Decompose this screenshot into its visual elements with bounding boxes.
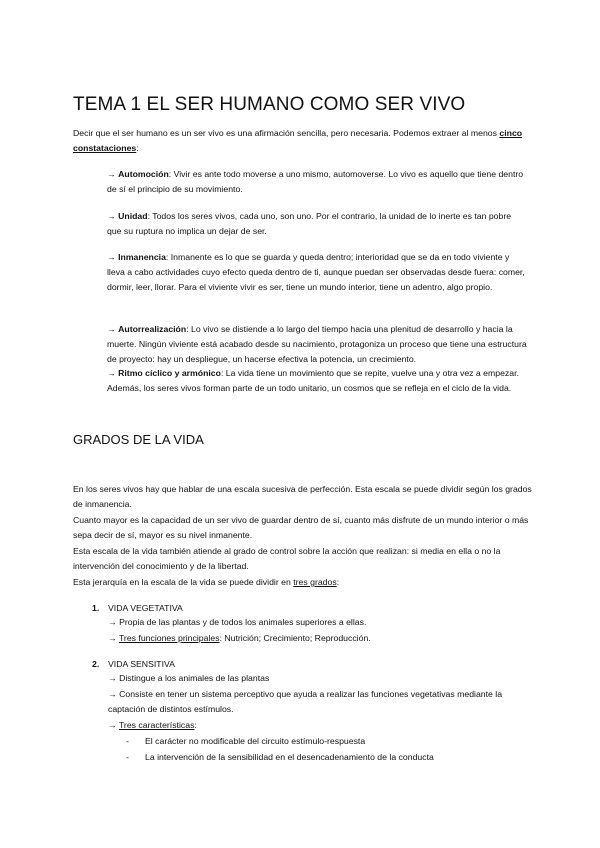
term: Inmanencia [118,252,166,262]
dash-item: La intervención de la sensibilidad en el desencadenamiento de la conducta [145,752,434,762]
term: Unidad [118,211,148,221]
definition: : La vida tiene un movimiento que se repite, vuelve una y otra vez a empezar. Además, los seres vivos forman parte de un todo unitario, un cosmos que se refleja en el ciclo de la vida. [107,368,519,393]
list-number: 2. [92,659,100,669]
term: Ritmo cíclico y armónico [118,368,221,378]
grados-paragraph-3: Esta escala de la vida también atiende al grado de control sobre la acción que realizan: si media en ella o no la intervención del conocimiento y de la libertad. [73,546,501,571]
sensitiva-line-2: → Consiste en tener un sistema perceptivo que ayuda a realizar las funciones vegetativas mediante la captación de distintos estímulos. [108,689,503,714]
arrow: → [108,720,119,730]
definition: : Lo vivo se distiende a lo largo del tiempo hacia una plenitud de desarrollo y hacia la muerte. Ningún viviente está acabado desde su nacimiento, protagoniza un proceso que tiene una estructura de proyecto: hay un despliegue, un hacerse efectiva la potencia, un crecimiento. [107,324,527,364]
arrow: → [107,368,119,378]
arrow: → [107,169,119,179]
underlined-label: Tres funciones principales [118,633,220,643]
term: Automoción [118,169,169,179]
arrow: → [108,633,119,643]
sensitiva-line-3 [108,718,518,733]
dash-item: El carácter no modificable del circuito estímulo-respuesta [145,736,366,746]
grados-paragraph-2: Cuanto mayor es la capacidad de un ser vivo de guardar dentro de sí, cuanto más disfrute de un mundo interior o más sepa decir de sí, mayor es su nivel inmanente. [73,515,529,540]
page-title: TEMA 1 EL SER HUMANO COMO SER VIVO [73,94,466,115]
grados-p4-end: : [336,577,340,587]
dash-bullet: - [126,752,129,762]
list-number: 1. [92,603,100,613]
constatacion-autorrealizacion [107,322,527,367]
grados-paragraph-1: En los seres vivos hay que hablar de una escala sucesiva de perfección. Esta escala se puede dividir según los grados de inmanencia. [73,484,532,509]
definition: : Vivir es ante todo moverse a uno mismo, automoverse. Lo vivo es aquello que tiene dentro de sí el principio de su movimiento. [107,169,524,194]
section-heading-grados: GRADOS DE LA VIDA [73,432,204,447]
constatacion-inmanencia [107,250,527,295]
term: Autorrealización [118,324,187,334]
grados-paragraph-4 [73,575,533,590]
arrow: → [107,211,119,221]
intro-end: : [136,143,139,153]
arrow: → [107,252,119,262]
definition: : Todos los seres vivos, cada uno, son uno. Por el contrario, la unidad de lo inerte es tan pobre que su ruptura no implica un dejar de ser. [107,211,512,236]
grados-p4-underlined: tres grados [293,577,337,587]
vegetativa-line-1: → Propia de las plantas y de todos los animales superiores a ellas. [108,617,367,627]
constatacion-unidad [107,209,527,239]
line-text: : Nutrición; Crecimiento; Reproducción. [219,633,371,643]
constatacion-automocion [107,167,527,197]
arrow: → [107,324,119,334]
list-heading-vegetativa: VIDA VEGETATIVA [108,603,183,613]
line-text: : [194,720,197,730]
definition: : Inmanente es lo que se guarda y queda dentro; interioridad que se da en todo viviente y lleva a cabo actividades cuyo efecto queda dentro de ti, aunque puedan ser observadas desde fuera: comer, dormir, leer, llorar. Para el viviente vivir es ser, tiene un mundo interior, tiene un adentro, algo propio. [107,252,525,292]
dash-bullet: - [126,736,129,746]
vegetativa-line-2 [108,631,518,646]
constatacion-ritmo [107,366,527,396]
intro-text: Decir que el ser humano es un ser vivo es una afirmación sencilla, pero necesaria. Podemos extraer al menos [73,128,500,138]
grados-p4-text: Esta jerarquía en la escala de la vida se puede dividir en [73,577,294,587]
intro-paragraph [73,126,533,156]
intro-underlined: cinco constataciones [73,128,523,153]
sensitiva-line-1: → Distingue a los animales de las plantas [108,673,270,683]
underlined-label: Tres características [118,720,195,730]
list-heading-sensitiva: VIDA SENSITIVA [108,659,175,669]
